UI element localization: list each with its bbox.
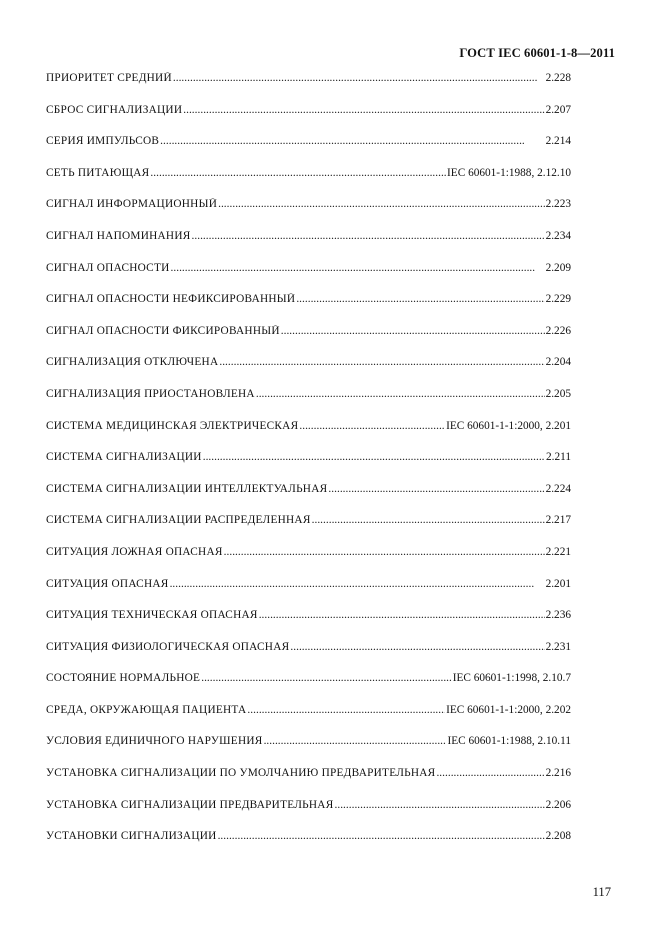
index-reference: 2.217 [545,514,571,527]
leader-dots [312,514,545,526]
leader-dots [264,735,447,747]
index-entry [46,198,571,230]
leader-dots [219,356,544,368]
index-reference: IEC 60601-1-1:2000, 2.202 [446,703,571,716]
index-reference: 2.223 [545,198,571,211]
index-entry [46,293,571,325]
index-reference: 2.228 [545,72,571,84]
index-entry [46,609,571,641]
index-term: СИГНАЛ ОПАСНОСТИ НЕФИКСИРОВАННЫЙ [46,293,296,306]
index-term: СИГНАЛ ОПАСНОСТИ ФИКСИРОВАННЫЙ [46,324,280,337]
index-entry [46,830,571,862]
page-number: 117 [592,885,611,899]
leader-dots [299,420,445,432]
leader-dots [170,578,545,590]
index-entry [46,799,571,831]
index-reference: IEC 60601-1:1988, 2.10.11 [447,735,571,748]
index-term: СИСТЕМА СИГНАЛИЗАЦИИ РАСПРЕДЕЛЕННАЯ [46,514,311,527]
index-term: СИГНАЛИЗАЦИЯ ОТКЛЮЧЕНА [46,356,219,369]
index-entry [46,704,571,736]
index-entry [46,514,571,546]
index-entry [46,262,571,294]
index-list [46,72,571,862]
index-term: СИТУАЦИЯ ОПАСНАЯ [46,577,169,590]
index-reference: IEC 60601-1:1988, 2.12.10 [447,166,571,179]
index-reference: 2.231 [545,640,571,653]
index-reference: 2.205 [545,387,571,400]
index-term: СОСТОЯНИЕ НОРМАЛЬНОЕ [46,672,201,685]
index-entry [46,451,571,483]
leader-dots [218,198,544,210]
index-term: СИГНАЛ ИНФОРМАЦИОННЫЙ [46,198,218,211]
leader-dots [436,767,544,779]
index-entry [46,104,571,136]
index-term: СЕТЬ ПИТАЮЩАЯ [46,166,150,179]
index-reference: 2.216 [545,767,571,780]
index-reference: 2.214 [545,135,571,148]
index-term: СБРОС СИГНАЛИЗАЦИИ [46,103,183,116]
index-entry [46,578,571,610]
index-reference: 2.224 [545,482,571,495]
index-reference: 2.206 [545,798,571,811]
index-entry [46,641,571,673]
index-entry [46,356,571,388]
index-reference: 2.207 [545,103,571,116]
index-reference: 2.221 [545,545,571,558]
index-entry [46,546,571,578]
index-reference: 2.226 [545,324,571,337]
index-reference: 2.229 [545,293,571,306]
leader-dots [259,609,545,621]
index-term: СИСТЕМА СИГНАЛИЗАЦИИ ИНТЕЛЛЕКТУАЛЬНАЯ [46,482,328,495]
index-entry [46,735,571,767]
index-reference: 2.234 [545,229,571,242]
index-reference: 2.204 [545,356,571,369]
leader-dots [335,799,545,811]
index-entry [46,325,571,357]
index-term: СЕРИЯ ИМПУЛЬСОВ [46,135,160,148]
index-term: УСТАНОВКИ СИГНАЛИЗАЦИИ [46,830,217,843]
index-entry [46,388,571,420]
leader-dots [192,230,545,242]
leader-dots [183,104,544,116]
index-entry [46,72,571,104]
index-term: СИГНАЛИЗАЦИЯ ПРИОСТАНОВЛЕНА [46,387,255,400]
leader-dots [201,672,451,684]
leader-dots [247,704,445,716]
leader-dots [173,72,545,84]
leader-dots [328,483,544,495]
leader-dots [150,167,446,179]
index-term: УСТАНОВКА СИГНАЛИЗАЦИИ ПО УМОЛЧАНИЮ ПРЕДВАРИТЕЛЬНАЯ [46,767,436,780]
index-reference: IEC 60601-1:1998, 2.10.7 [452,672,571,685]
leader-dots [160,135,544,147]
index-term: СИСТЕМА СИГНАЛИЗАЦИИ [46,451,202,464]
index-term: СИТУАЦИЯ ЛОЖНАЯ ОПАСНАЯ [46,545,223,558]
index-term: СИТУАЦИЯ ТЕХНИЧЕСКАЯ ОПАСНАЯ [46,609,258,622]
leader-dots [203,451,545,463]
leader-dots [224,546,545,558]
index-term: СИГНАЛ НАПОМИНАНИЯ [46,229,191,242]
index-entry [46,767,571,799]
index-reference: IEC 60601-1-1:2000, 2.201 [446,419,571,432]
index-reference: 2.236 [545,609,571,622]
index-term: СИТУАЦИЯ ФИЗИОЛОГИЧЕСКАЯ ОПАСНАЯ [46,640,290,653]
leader-dots [218,830,545,842]
index-reference: 2.201 [545,577,571,590]
index-term: УСЛОВИЯ ЕДИНИЧНОГО НАРУШЕНИЯ [46,735,263,748]
index-entry [46,483,571,515]
index-reference: 2.208 [545,830,571,843]
index-entry [46,230,571,262]
index-reference: 2.211 [546,451,571,464]
index-entry [46,420,571,452]
index-term: ПРИОРИТЕТ СРЕДНИЙ [46,72,172,84]
document-header: ГОСТ IEC 60601-1-8—2011 [459,46,615,60]
index-term: СРЕДА, ОКРУЖАЮЩАЯ ПАЦИЕНТА [46,703,247,716]
leader-dots [256,388,545,400]
index-entry [46,672,571,704]
leader-dots [171,262,545,274]
index-term: СИГНАЛ ОПАСНОСТИ [46,261,170,274]
leader-dots [281,325,545,337]
index-term: УСТАНОВКА СИГНАЛИЗАЦИИ ПРЕДВАРИТЕЛЬНАЯ [46,798,334,811]
leader-dots [296,293,544,305]
leader-dots [290,641,544,653]
index-reference: 2.209 [545,261,571,274]
index-entry [46,135,571,167]
index-entry [46,167,571,199]
index-term: СИСТЕМА МЕДИЦИНСКАЯ ЭЛЕКТРИЧЕСКАЯ [46,419,299,432]
